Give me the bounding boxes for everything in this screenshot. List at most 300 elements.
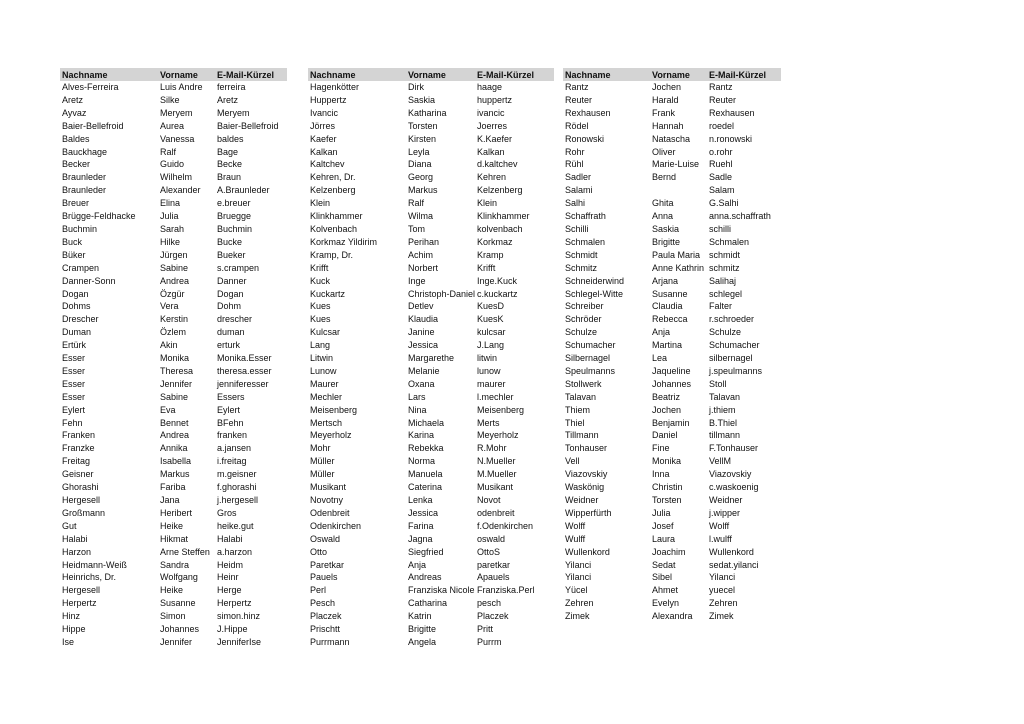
- cell-vorname: Norbert: [408, 262, 439, 273]
- cell-vorname: Heribert: [160, 507, 193, 518]
- table-row: [308, 481, 554, 494]
- cell-vorname: Leyla: [408, 146, 430, 157]
- cell-vorname: Saskia: [652, 223, 680, 234]
- cell-vorname: Janine: [408, 327, 435, 338]
- cell-nachname: Buchmin: [62, 223, 98, 234]
- header-vorname: Vorname: [650, 68, 707, 81]
- table-row: [308, 236, 554, 249]
- table-row: [308, 275, 554, 288]
- cell-email-kuerzel: odenbreit: [477, 507, 515, 518]
- cell-email-kuerzel: Halabi: [217, 533, 243, 544]
- cell-email-kuerzel: Zimek: [709, 611, 734, 622]
- cell-email-kuerzel: schmitz: [709, 262, 740, 273]
- header-vorname: Vorname: [158, 68, 215, 81]
- cell-nachname: Ronowski: [565, 133, 605, 144]
- cell-email-kuerzel: JenniferIse: [217, 636, 262, 647]
- cell-vorname: Catharina: [408, 598, 448, 609]
- cell-email-kuerzel: ferreira: [217, 82, 246, 92]
- header-vorname: Vorname: [406, 68, 475, 81]
- cell-nachname: Hergesell: [62, 495, 101, 505]
- cell-email-kuerzel: Klinkhammer: [477, 211, 530, 222]
- cell-vorname: Johannes: [652, 378, 692, 389]
- cell-vorname: Jana: [160, 495, 180, 505]
- cell-email-kuerzel: Becke: [217, 159, 243, 170]
- cell-email-kuerzel: Novot: [477, 495, 501, 505]
- cell-email-kuerzel: M.Mueller: [477, 469, 517, 480]
- table-row: [308, 171, 554, 184]
- cell-email-kuerzel: Sadle: [709, 172, 733, 183]
- cell-nachname: Rödel: [565, 120, 589, 131]
- header-nachname: Nachname: [308, 68, 406, 81]
- cell-vorname: Jaqueline: [652, 365, 691, 376]
- cell-nachname: Fehn: [62, 417, 83, 428]
- cell-nachname: Esser: [62, 391, 86, 402]
- cell-email-kuerzel: BFehn: [217, 417, 244, 428]
- cell-email-kuerzel: f.Odenkirchen: [477, 520, 534, 531]
- table-row: [60, 636, 287, 649]
- table-row: [563, 158, 781, 171]
- table-row: [308, 597, 554, 610]
- cell-vorname: Sedat: [652, 559, 676, 570]
- cell-email-kuerzel: heike.gut: [217, 520, 254, 531]
- cell-email-kuerzel: lunow: [477, 365, 501, 376]
- cell-nachname: Odenkirchen: [310, 520, 362, 531]
- table-row: [308, 300, 554, 313]
- cell-nachname: Korkmaz Yildirim: [310, 236, 378, 247]
- cell-email-kuerzel: Purrm: [477, 636, 502, 647]
- cell-nachname: Schneiderwind: [565, 275, 625, 286]
- cell-nachname: Schulze: [565, 327, 598, 338]
- cell-nachname: Thiel: [565, 417, 585, 428]
- cell-email-kuerzel: pesch: [477, 598, 502, 609]
- cell-email-kuerzel: Musikant: [477, 482, 514, 493]
- cell-email-kuerzel: Braun: [217, 172, 242, 183]
- cell-email-kuerzel: Falter: [709, 301, 733, 312]
- cell-vorname: Dirk: [408, 82, 424, 92]
- table-row: [60, 223, 287, 236]
- cell-vorname: Saskia: [408, 94, 436, 105]
- cell-email-kuerzel: OttoS: [477, 546, 501, 557]
- cell-email-kuerzel: Kelzenberg: [477, 185, 523, 196]
- cell-vorname: Oliver: [652, 146, 676, 157]
- cell-email-kuerzel: Buchmin: [217, 223, 253, 234]
- cell-email-kuerzel: Wullenkord: [709, 546, 754, 557]
- cell-vorname: Bennet: [160, 417, 189, 428]
- cell-vorname: Özlem: [160, 327, 187, 338]
- cell-email-kuerzel: oswald: [477, 533, 506, 544]
- cell-vorname: Heike: [160, 585, 184, 596]
- cell-email-kuerzel: huppertz: [477, 94, 513, 105]
- table-row: [308, 339, 554, 352]
- cell-vorname: Anja: [652, 327, 671, 338]
- cell-vorname: Alexandra: [652, 611, 693, 622]
- cell-nachname: Drescher: [62, 314, 99, 325]
- table-row: [60, 610, 287, 623]
- table-row: [308, 184, 554, 197]
- table-row: [308, 507, 554, 520]
- table-row: [60, 146, 287, 159]
- table-row: [563, 236, 781, 249]
- table-row: [308, 455, 554, 468]
- cell-email-kuerzel: Reuter: [709, 94, 737, 105]
- cell-vorname: Beatriz: [652, 391, 681, 402]
- cell-nachname: Wulff: [565, 533, 586, 544]
- table-row: [60, 378, 287, 391]
- cell-vorname: Paula Maria: [652, 249, 701, 260]
- table-row: [60, 288, 287, 301]
- cell-vorname: Elina: [160, 198, 181, 209]
- cell-nachname: Becker: [62, 159, 91, 170]
- cell-vorname: Annika: [160, 443, 188, 454]
- cell-email-kuerzel: schilli: [709, 223, 732, 234]
- cell-email-kuerzel: Zehren: [709, 598, 738, 609]
- cell-vorname: Karina: [408, 430, 435, 441]
- cell-email-kuerzel: anna.schaffrath: [709, 211, 771, 222]
- cell-email-kuerzel: l.wulff: [709, 533, 732, 544]
- cell-nachname: Herpertz: [62, 598, 97, 609]
- cell-vorname: Theresa: [160, 365, 194, 376]
- cell-vorname: Hilke: [160, 236, 181, 247]
- table-row: [60, 584, 287, 597]
- cell-nachname: Crampen: [62, 262, 100, 273]
- cell-vorname: Joachim: [652, 546, 686, 557]
- cell-nachname: Odenbreit: [310, 507, 350, 518]
- cell-nachname: Großmann: [62, 507, 106, 518]
- cell-email-kuerzel: Placzek: [477, 611, 509, 622]
- cell-nachname: Otto: [310, 546, 328, 557]
- cell-vorname: Isabella: [160, 456, 192, 467]
- table-row: [563, 313, 781, 326]
- table-body: [308, 81, 554, 649]
- table-row: [563, 326, 781, 339]
- cell-nachname: Placzek: [310, 611, 342, 622]
- cell-email-kuerzel: sedat.yilanci: [709, 559, 759, 570]
- cell-email-kuerzel: B.Thiel: [709, 417, 738, 428]
- table-row: [308, 429, 554, 442]
- cell-email-kuerzel: Ruehl: [709, 159, 733, 170]
- cell-email-kuerzel: d.kaltchev: [477, 159, 518, 170]
- cell-nachname: Yilanci: [565, 559, 592, 570]
- cell-email-kuerzel: j.thiem: [709, 404, 736, 415]
- cell-nachname: Rühl: [565, 159, 584, 170]
- cell-vorname: Vera: [160, 301, 179, 312]
- cell-nachname: Esser: [62, 353, 86, 364]
- cell-nachname: Paretkar: [310, 559, 345, 570]
- cell-nachname: Schilli: [565, 223, 589, 234]
- cell-vorname: Evelyn: [652, 598, 680, 609]
- cell-email-kuerzel: r.schroeder: [709, 314, 755, 325]
- table-row: [60, 507, 287, 520]
- cell-vorname: Johannes: [160, 624, 200, 635]
- cell-nachname: Perl: [310, 585, 327, 596]
- cell-nachname: Weidner: [565, 495, 599, 505]
- cell-nachname: Hinz: [62, 611, 81, 622]
- table-row: [60, 158, 287, 171]
- table-row: [563, 275, 781, 288]
- cell-email-kuerzel: K.Kaefer: [477, 133, 513, 144]
- cell-nachname: Prischtt: [310, 624, 341, 635]
- table-row: [563, 494, 781, 507]
- cell-nachname: Esser: [62, 378, 86, 389]
- cell-nachname: Tonhauser: [565, 443, 608, 454]
- cell-email-kuerzel: m.geisner: [217, 469, 257, 480]
- table-row: [60, 571, 287, 584]
- table-row: [563, 94, 781, 107]
- cell-nachname: Mechler: [310, 391, 343, 402]
- cell-email-kuerzel: Dohm: [217, 301, 242, 312]
- cell-email-kuerzel: KuesD: [477, 301, 505, 312]
- cell-vorname: Manuela: [408, 469, 443, 480]
- cell-vorname: Heike: [160, 520, 184, 531]
- cell-email-kuerzel: ivancic: [477, 107, 505, 118]
- table-row: [60, 520, 287, 533]
- table-row: [563, 571, 781, 584]
- cell-email-kuerzel: yuecel: [709, 585, 736, 596]
- cell-nachname: Ayvaz: [62, 107, 87, 118]
- table-row: [563, 171, 781, 184]
- cell-vorname: Diana: [408, 159, 432, 170]
- cell-nachname: Mertsch: [310, 417, 343, 428]
- cell-vorname: Fine: [652, 443, 670, 454]
- cell-email-kuerzel: Krifft: [477, 262, 496, 273]
- cell-nachname: Zehren: [565, 598, 594, 609]
- table-row: [563, 468, 781, 481]
- cell-nachname: Braunleder: [62, 172, 107, 183]
- cell-vorname: Vanessa: [160, 133, 195, 144]
- cell-vorname: Ralf: [408, 198, 425, 209]
- cell-nachname: Maurer: [310, 378, 339, 389]
- table-row: [60, 455, 287, 468]
- cell-vorname: Torsten: [408, 120, 438, 131]
- cell-email-kuerzel: tillmann: [709, 430, 741, 441]
- table-row: [308, 404, 554, 417]
- cell-nachname: Kaefer: [310, 133, 337, 144]
- cell-nachname: Schmidt: [565, 249, 598, 260]
- cell-vorname: Guido: [160, 159, 185, 170]
- cell-nachname: Yilanci: [565, 572, 592, 583]
- table-row: [563, 133, 781, 146]
- cell-nachname: Bauckhage: [62, 146, 108, 157]
- cell-email-kuerzel: R.Mohr: [477, 443, 507, 454]
- cell-nachname: Kulcsar: [310, 327, 341, 338]
- cell-nachname: Kolvenbach: [310, 223, 358, 234]
- cell-email-kuerzel: Joerres: [477, 120, 508, 131]
- cell-email-kuerzel: Salihaj: [709, 275, 737, 286]
- cell-vorname: Ahmet: [652, 585, 679, 596]
- cell-nachname: Franzke: [62, 443, 95, 454]
- cell-nachname: Meyerholz: [310, 430, 352, 441]
- cell-nachname: Pesch: [310, 598, 336, 609]
- cell-nachname: Jörres: [310, 120, 336, 131]
- cell-nachname: Franken: [62, 430, 96, 441]
- cell-vorname: Daniel: [652, 430, 678, 441]
- cell-vorname: Natascha: [652, 133, 691, 144]
- header-email-kuerzel: E-Mail-Kürzel: [215, 68, 287, 81]
- table-row: [563, 365, 781, 378]
- table-row: [60, 210, 287, 223]
- table-row: [60, 597, 287, 610]
- cell-nachname: Mohr: [310, 443, 331, 454]
- cell-vorname: Detlev: [408, 301, 434, 312]
- cell-email-kuerzel: Meyerholz: [477, 430, 519, 441]
- table-row: [60, 133, 287, 146]
- cell-email-kuerzel: J.Hippe: [217, 624, 248, 635]
- cell-nachname: Schmitz: [565, 262, 598, 273]
- cell-vorname: Ghita: [652, 198, 674, 209]
- cell-nachname: Silbernagel: [565, 353, 611, 364]
- cell-nachname: Alves-Ferreira: [62, 82, 119, 92]
- cell-vorname: Fariba: [160, 482, 186, 493]
- cell-vorname: Lenka: [408, 495, 433, 505]
- cell-nachname: Rantz: [565, 82, 589, 92]
- cell-nachname: Lang: [310, 340, 331, 351]
- cell-email-kuerzel: G.Salhi: [709, 198, 739, 209]
- table-row: [308, 249, 554, 262]
- table-row: [308, 133, 554, 146]
- table-row: [563, 455, 781, 468]
- cell-vorname: Claudia: [652, 301, 683, 312]
- cell-email-kuerzel: Aretz: [217, 94, 239, 105]
- cell-email-kuerzel: j.speulmanns: [709, 365, 763, 376]
- table-row: [308, 146, 554, 159]
- cell-vorname: Hikmat: [160, 533, 189, 544]
- cell-email-kuerzel: Meisenberg: [477, 404, 525, 415]
- table-row: [308, 417, 554, 430]
- table-row: [60, 404, 287, 417]
- cell-nachname: Thiem: [565, 404, 591, 415]
- cell-vorname: Michaela: [408, 417, 445, 428]
- cell-vorname: Tom: [408, 223, 426, 234]
- cell-vorname: Bernd: [652, 172, 677, 183]
- cell-nachname: Sadler: [565, 172, 592, 183]
- cell-vorname: Josef: [652, 520, 674, 531]
- cell-vorname: Angela: [408, 636, 437, 647]
- cell-vorname: Lea: [652, 353, 668, 364]
- table-row: [308, 210, 554, 223]
- cell-nachname: Danner-Sonn: [62, 275, 116, 286]
- cell-nachname: Kuckartz: [310, 288, 346, 299]
- table-row: [308, 584, 554, 597]
- cell-nachname: Braunleder: [62, 185, 107, 196]
- cell-vorname: Rebekka: [408, 443, 444, 454]
- cell-vorname: Julia: [160, 211, 179, 222]
- cell-nachname: Duman: [62, 327, 92, 338]
- name-table-3: [563, 68, 781, 623]
- cell-vorname: Andrea: [160, 430, 190, 441]
- table-row: [308, 468, 554, 481]
- cell-email-kuerzel: schlegel: [709, 288, 743, 299]
- table-row: [563, 262, 781, 275]
- cell-nachname: Kalkan: [310, 146, 338, 157]
- cell-email-kuerzel: Kalkan: [477, 146, 505, 157]
- cell-nachname: Schreiber: [565, 301, 604, 312]
- table-row: [60, 623, 287, 636]
- cell-nachname: Kramp, Dr.: [310, 249, 354, 260]
- cell-email-kuerzel: a.jansen: [217, 443, 252, 454]
- header-email-kuerzel: E-Mail-Kürzel: [475, 68, 554, 81]
- cell-email-kuerzel: Rantz: [709, 82, 733, 92]
- cell-nachname: Schumacher: [565, 340, 616, 351]
- cell-email-kuerzel: n.ronowski: [709, 133, 753, 144]
- table-row: [563, 404, 781, 417]
- table-body: [60, 81, 287, 649]
- cell-nachname: Heinrichs, Dr.: [62, 572, 117, 583]
- cell-vorname: Hannah: [652, 120, 684, 131]
- cell-vorname: Susanne: [652, 288, 688, 299]
- cell-email-kuerzel: franken: [217, 430, 248, 441]
- table-row: [60, 313, 287, 326]
- cell-vorname: Jennifer: [160, 636, 193, 647]
- cell-vorname: Andreas: [408, 572, 442, 583]
- table-row: [308, 391, 554, 404]
- cell-email-kuerzel: Apauels: [477, 572, 510, 583]
- table-row: [563, 520, 781, 533]
- cell-vorname: Marie-Luise: [652, 159, 700, 170]
- cell-email-kuerzel: KuesK: [477, 314, 504, 325]
- table-row: [563, 391, 781, 404]
- cell-vorname: Martina: [652, 340, 683, 351]
- cell-email-kuerzel: Dogan: [217, 288, 244, 299]
- cell-nachname: Purrmann: [310, 636, 350, 647]
- cell-vorname: Jessica: [408, 340, 439, 351]
- table-row: [563, 417, 781, 430]
- table-row: [563, 584, 781, 597]
- table-row: [308, 107, 554, 120]
- table-row: [563, 210, 781, 223]
- cell-email-kuerzel: Yilanci: [709, 572, 736, 583]
- cell-vorname: Kirsten: [408, 133, 437, 144]
- table-row: [60, 81, 287, 94]
- cell-vorname: Frank: [652, 107, 676, 118]
- cell-nachname: Kuck: [310, 275, 331, 286]
- cell-email-kuerzel: roedel: [709, 120, 735, 131]
- cell-vorname: Harald: [652, 94, 679, 105]
- cell-nachname: Schmalen: [565, 236, 606, 247]
- table-row: [563, 107, 781, 120]
- cell-email-kuerzel: c.waskoenig: [709, 482, 759, 493]
- table-row: [308, 546, 554, 559]
- cell-vorname: Arne Steffen: [160, 546, 210, 557]
- cell-vorname: Wolfgang: [160, 572, 198, 583]
- table-row: [60, 442, 287, 455]
- table-row: [308, 120, 554, 133]
- table-row: [308, 288, 554, 301]
- cell-nachname: Buck: [62, 236, 83, 247]
- cell-nachname: Talavan: [565, 391, 597, 402]
- table-row: [563, 533, 781, 546]
- cell-vorname: Torsten: [652, 495, 682, 505]
- cell-email-kuerzel: simon.hinz: [217, 611, 261, 622]
- cell-vorname: Melanie: [408, 365, 440, 376]
- cell-nachname: Kehren, Dr.: [310, 172, 356, 183]
- cell-email-kuerzel: Herpertz: [217, 598, 252, 609]
- table-row: [60, 171, 287, 184]
- cell-vorname: Monika: [160, 353, 190, 364]
- cell-email-kuerzel: Franziska.Perl: [477, 585, 535, 596]
- cell-nachname: Salhi: [565, 198, 586, 209]
- name-table-1: [60, 68, 287, 649]
- cell-nachname: Novotny: [310, 495, 344, 505]
- cell-email-kuerzel: c.kuckartz: [477, 288, 518, 299]
- cell-email-kuerzel: j.hergesell: [217, 495, 259, 505]
- cell-vorname: Margarethe: [408, 353, 455, 364]
- header-row: [308, 68, 554, 81]
- cell-email-kuerzel: jenniferesser: [217, 378, 269, 389]
- cell-email-kuerzel: maurer: [477, 378, 506, 389]
- header-row: [563, 68, 781, 81]
- cell-nachname: Kaltchev: [310, 159, 345, 170]
- cell-nachname: Kues: [310, 301, 331, 312]
